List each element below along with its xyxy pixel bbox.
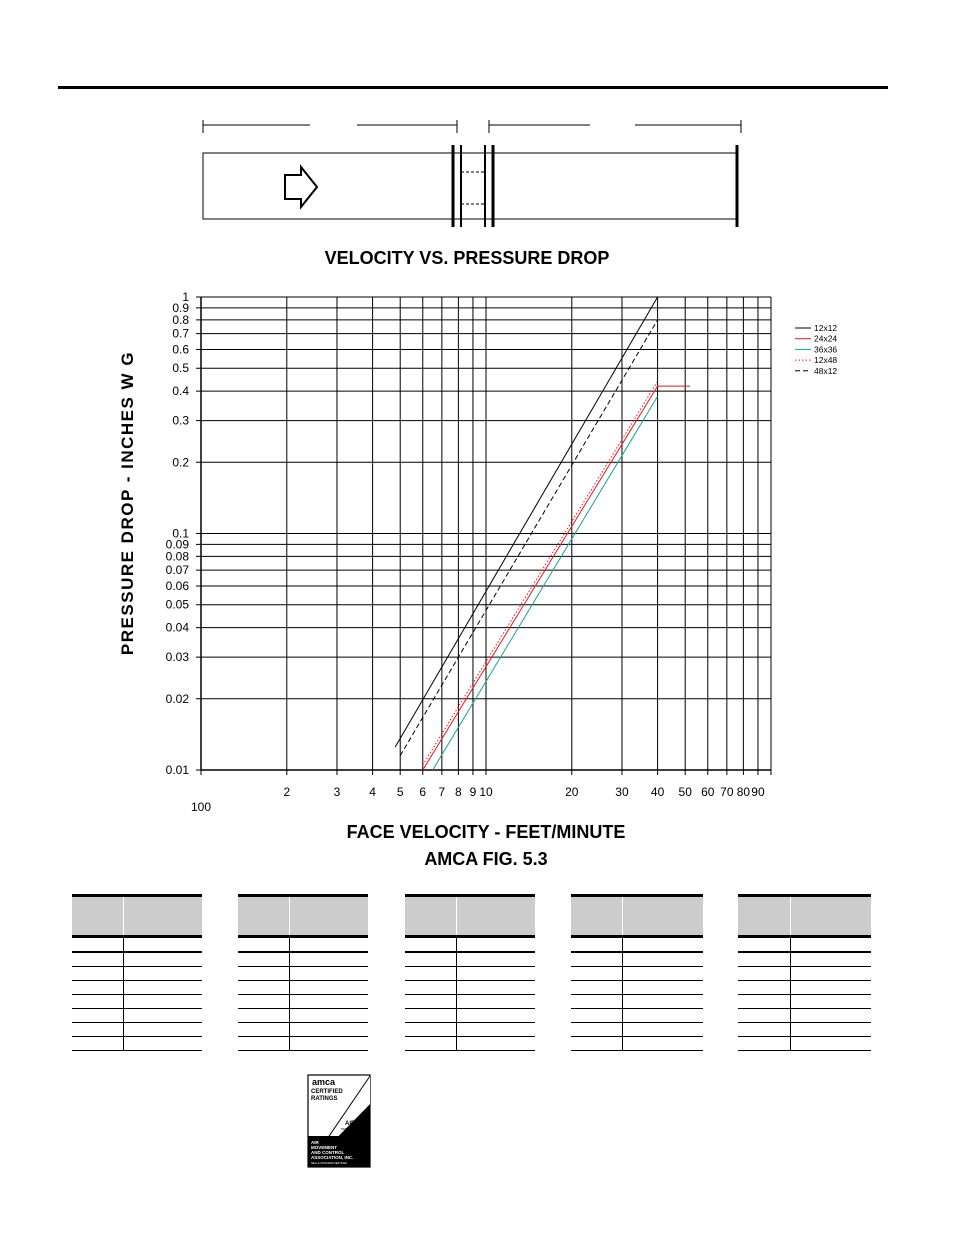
table-cell [72, 995, 124, 1009]
y-tick-label: 0.01 [165, 763, 189, 777]
y-tick-label: 0.5 [172, 361, 189, 376]
table-header-row [405, 896, 535, 937]
table-cell [571, 937, 623, 953]
logo-air: AIR [345, 1121, 356, 1127]
logo-footer1: AIR [311, 1140, 319, 1145]
table-cell [124, 995, 203, 1009]
table-cell [72, 1009, 124, 1023]
logo-certified: CERTIFIED [311, 1089, 343, 1095]
table-header-cell [72, 896, 124, 937]
table-cell [457, 1009, 536, 1023]
table-header-cell [457, 896, 536, 937]
table-cell [457, 981, 536, 995]
table-cell [72, 952, 124, 967]
table-row [571, 967, 703, 981]
table-row [738, 1023, 871, 1037]
table-cell [457, 1023, 536, 1037]
table-cell [738, 967, 791, 981]
x-tick-label: 80 [736, 785, 751, 799]
x-tick-label: 50 [678, 785, 692, 799]
x-axis-label: FACE VELOCITY - FEET/MINUTE [346, 822, 626, 842]
table-cell [72, 967, 124, 981]
table-header-row [571, 896, 703, 937]
legend-label: 36x36 [814, 344, 838, 355]
table-row [405, 981, 535, 995]
table-row [738, 952, 871, 967]
x-tick-label: 7 [438, 785, 446, 799]
data-table [405, 894, 535, 1051]
table-cell [457, 952, 536, 967]
y-tick-label: 0.8 [172, 312, 189, 327]
y-tick-labels [166, 290, 190, 777]
y-tick-label: 0.05 [165, 597, 189, 612]
table-cell [405, 952, 457, 967]
x-tick-label: 20 [565, 785, 579, 799]
table-row [405, 952, 535, 967]
table-cell [623, 967, 704, 981]
table-cell [571, 981, 623, 995]
table-cell [238, 995, 290, 1009]
table-cell [405, 1009, 457, 1023]
y-tick-label: 0.2 [172, 455, 189, 470]
table-row [405, 1023, 535, 1037]
table-header-row [738, 896, 871, 937]
table-cell [738, 937, 791, 953]
table-cell [290, 981, 369, 995]
table-row [238, 967, 368, 981]
amca-certified-ratings-logo [307, 1074, 371, 1168]
table-row [238, 1009, 368, 1023]
table-cell [738, 952, 791, 967]
y-tick-label: 0.03 [165, 650, 189, 665]
figure-label: AMCA FIG. 5.3 [424, 849, 548, 869]
data-table [571, 894, 703, 1051]
table-cell [623, 981, 704, 995]
table-row [405, 1037, 535, 1051]
table-cell [405, 981, 457, 995]
y-tick-label: 1 [182, 290, 189, 304]
table-row [72, 937, 202, 953]
table-cell [290, 1009, 369, 1023]
table-cell [290, 1037, 369, 1051]
x-tick-labels [283, 785, 765, 799]
table-header-row [72, 896, 202, 937]
top-rule [58, 86, 888, 89]
y-tick-label: 0.1 [172, 526, 189, 541]
table-cell [72, 1037, 124, 1051]
velocity-pressure-chart [150, 285, 890, 825]
table-cell [238, 952, 290, 967]
table-cell [457, 1037, 536, 1051]
table-cell [791, 1037, 872, 1051]
table-cell [124, 1023, 203, 1037]
table-cell [290, 995, 369, 1009]
data-table [238, 894, 368, 1051]
table-row [405, 967, 535, 981]
table-cell [405, 1037, 457, 1051]
y-tick-label: 0.06 [165, 578, 189, 593]
table-header-row [238, 896, 368, 937]
table-row [571, 981, 703, 995]
x-tick-label: 8 [455, 785, 462, 799]
table-cell [738, 1009, 791, 1023]
table-header-cell [791, 896, 872, 937]
table-cell [124, 1009, 203, 1023]
logo-air-sub: PERFORMANCE [341, 1127, 365, 1131]
table-cell [290, 1023, 369, 1037]
chart-title: VELOCITY VS. PRESSURE DROP [324, 248, 610, 268]
table-header-cell [290, 896, 369, 937]
table-row [238, 952, 368, 967]
table-row [72, 967, 202, 981]
table-cell [571, 995, 623, 1009]
table-cell [791, 1009, 872, 1023]
table-row [238, 937, 368, 953]
table-cell [405, 967, 457, 981]
table-row [571, 1009, 703, 1023]
table-cell [124, 981, 203, 995]
table-cell [738, 1023, 791, 1037]
table-cell [238, 1009, 290, 1023]
x-tick-label: 90 [751, 785, 765, 799]
chart-legend [795, 323, 837, 376]
series-line-48x12 [400, 320, 657, 756]
table-cell [290, 937, 369, 953]
table-cell [791, 952, 872, 967]
table-cell [457, 967, 536, 981]
table-header-cell [405, 896, 457, 937]
table-cell [791, 937, 872, 953]
table-row [72, 952, 202, 967]
table-cell [738, 1037, 791, 1051]
x-tick-label: 5 [396, 785, 404, 799]
table-cell [405, 937, 457, 953]
table-cell [124, 967, 203, 981]
table-cell [124, 1037, 203, 1051]
table-cell [238, 1023, 290, 1037]
table-cell [290, 952, 369, 967]
table-cell [738, 995, 791, 1009]
logo-footer2: MOVEMENT [311, 1145, 338, 1150]
logo-footer4: ASSOCIATION, INC. [311, 1155, 354, 1160]
table-cell [571, 952, 623, 967]
y-tick-label: 0.04 [165, 620, 189, 635]
y-tick-label: 0.6 [172, 342, 189, 357]
series-line-12x12 [395, 297, 657, 747]
x-tick-label: 2 [283, 785, 291, 799]
table-header-cell [124, 896, 203, 937]
table-row [238, 995, 368, 1009]
table-cell [791, 967, 872, 981]
logo-footer5: SEAL & PROGRAM CERTIFIED [311, 1162, 348, 1165]
table-cell [623, 1023, 704, 1037]
y-tick-label: 0.07 [165, 563, 189, 578]
x-tick-label: 4 [369, 785, 376, 799]
table-cell [405, 995, 457, 1009]
y-tick-label: 0.3 [172, 413, 189, 428]
table-row [405, 937, 535, 953]
table-cell [571, 967, 623, 981]
data-table [738, 894, 871, 1051]
table-cell [571, 1009, 623, 1023]
y-tick-label: 0.02 [165, 691, 189, 706]
table-row [738, 981, 871, 995]
x-tick-label: 70 [720, 785, 734, 799]
table-row [238, 1037, 368, 1051]
table-cell [457, 995, 536, 1009]
table-row [571, 995, 703, 1009]
series-line-36x36 [433, 396, 658, 770]
table-cell [623, 1037, 704, 1051]
logo-footer3: AND CONTROL [311, 1150, 345, 1155]
x-tick-label: 9 [469, 785, 477, 799]
table-row [738, 1009, 871, 1023]
y-tick-label: 0.4 [172, 384, 189, 399]
logo-ratings: RATINGS [311, 1096, 338, 1102]
x-tick-label: 40 [650, 785, 665, 799]
table-row [738, 1037, 871, 1051]
table-row [72, 1009, 202, 1023]
table-cell [623, 937, 704, 953]
table-cell [124, 952, 203, 967]
table-cell [623, 952, 704, 967]
table-cell [124, 937, 203, 953]
table-row [738, 937, 871, 953]
table-header-cell [571, 896, 623, 937]
x-axis-multiplier: 100 [190, 800, 212, 814]
legend-label: 24x24 [814, 333, 838, 344]
table-cell [238, 937, 290, 953]
legend-label: 12x48 [814, 355, 838, 366]
table-cell [738, 981, 791, 995]
y-tick-label: 0.7 [172, 326, 189, 341]
table-row [571, 1037, 703, 1051]
table-row [72, 995, 202, 1009]
table-row [571, 1023, 703, 1037]
table-header-cell [623, 896, 704, 937]
table-cell [238, 981, 290, 995]
table-cell [405, 1023, 457, 1037]
table-cell [571, 1023, 623, 1037]
x-tick-label: 30 [615, 785, 629, 799]
duct-diagram [195, 115, 755, 235]
table-header-cell [238, 896, 290, 937]
table-cell [623, 1009, 704, 1023]
table-row [72, 1023, 202, 1037]
table-row [738, 967, 871, 981]
table-header-cell [738, 896, 791, 937]
table-cell [457, 937, 536, 953]
y-tick-label: 0.08 [165, 549, 189, 564]
table-cell [791, 981, 872, 995]
table-row [405, 1009, 535, 1023]
data-table [72, 894, 202, 1051]
table-cell [72, 1023, 124, 1037]
y-tick-label: 0.09 [165, 537, 189, 552]
table-cell [791, 995, 872, 1009]
table-row [238, 1023, 368, 1037]
x-tick-label: 10 [479, 785, 493, 799]
table-cell [571, 1037, 623, 1051]
x-tick-label: 60 [701, 785, 715, 799]
table-cell [238, 967, 290, 981]
x-tick-label: 6 [419, 785, 427, 799]
table-row [405, 995, 535, 1009]
legend-label: 48x12 [814, 365, 838, 376]
chart-grid [196, 297, 771, 775]
table-row [238, 981, 368, 995]
legend-label: 12x12 [814, 323, 838, 333]
table-cell [72, 937, 124, 953]
y-axis-label-text: PRESSURE DROP - INCHES W G [118, 350, 137, 656]
y-tick-label: 0.9 [172, 300, 189, 315]
table-cell [791, 1023, 872, 1037]
table-cell [290, 967, 369, 981]
table-row [72, 981, 202, 995]
table-row [571, 937, 703, 953]
table-row [72, 1037, 202, 1051]
logo-amca: amca [312, 1077, 336, 1087]
table-row [738, 995, 871, 1009]
table-row [571, 952, 703, 967]
table-cell [623, 995, 704, 1009]
x-tick-label: 3 [333, 785, 341, 799]
table-cell [238, 1037, 290, 1051]
table-cell [72, 981, 124, 995]
